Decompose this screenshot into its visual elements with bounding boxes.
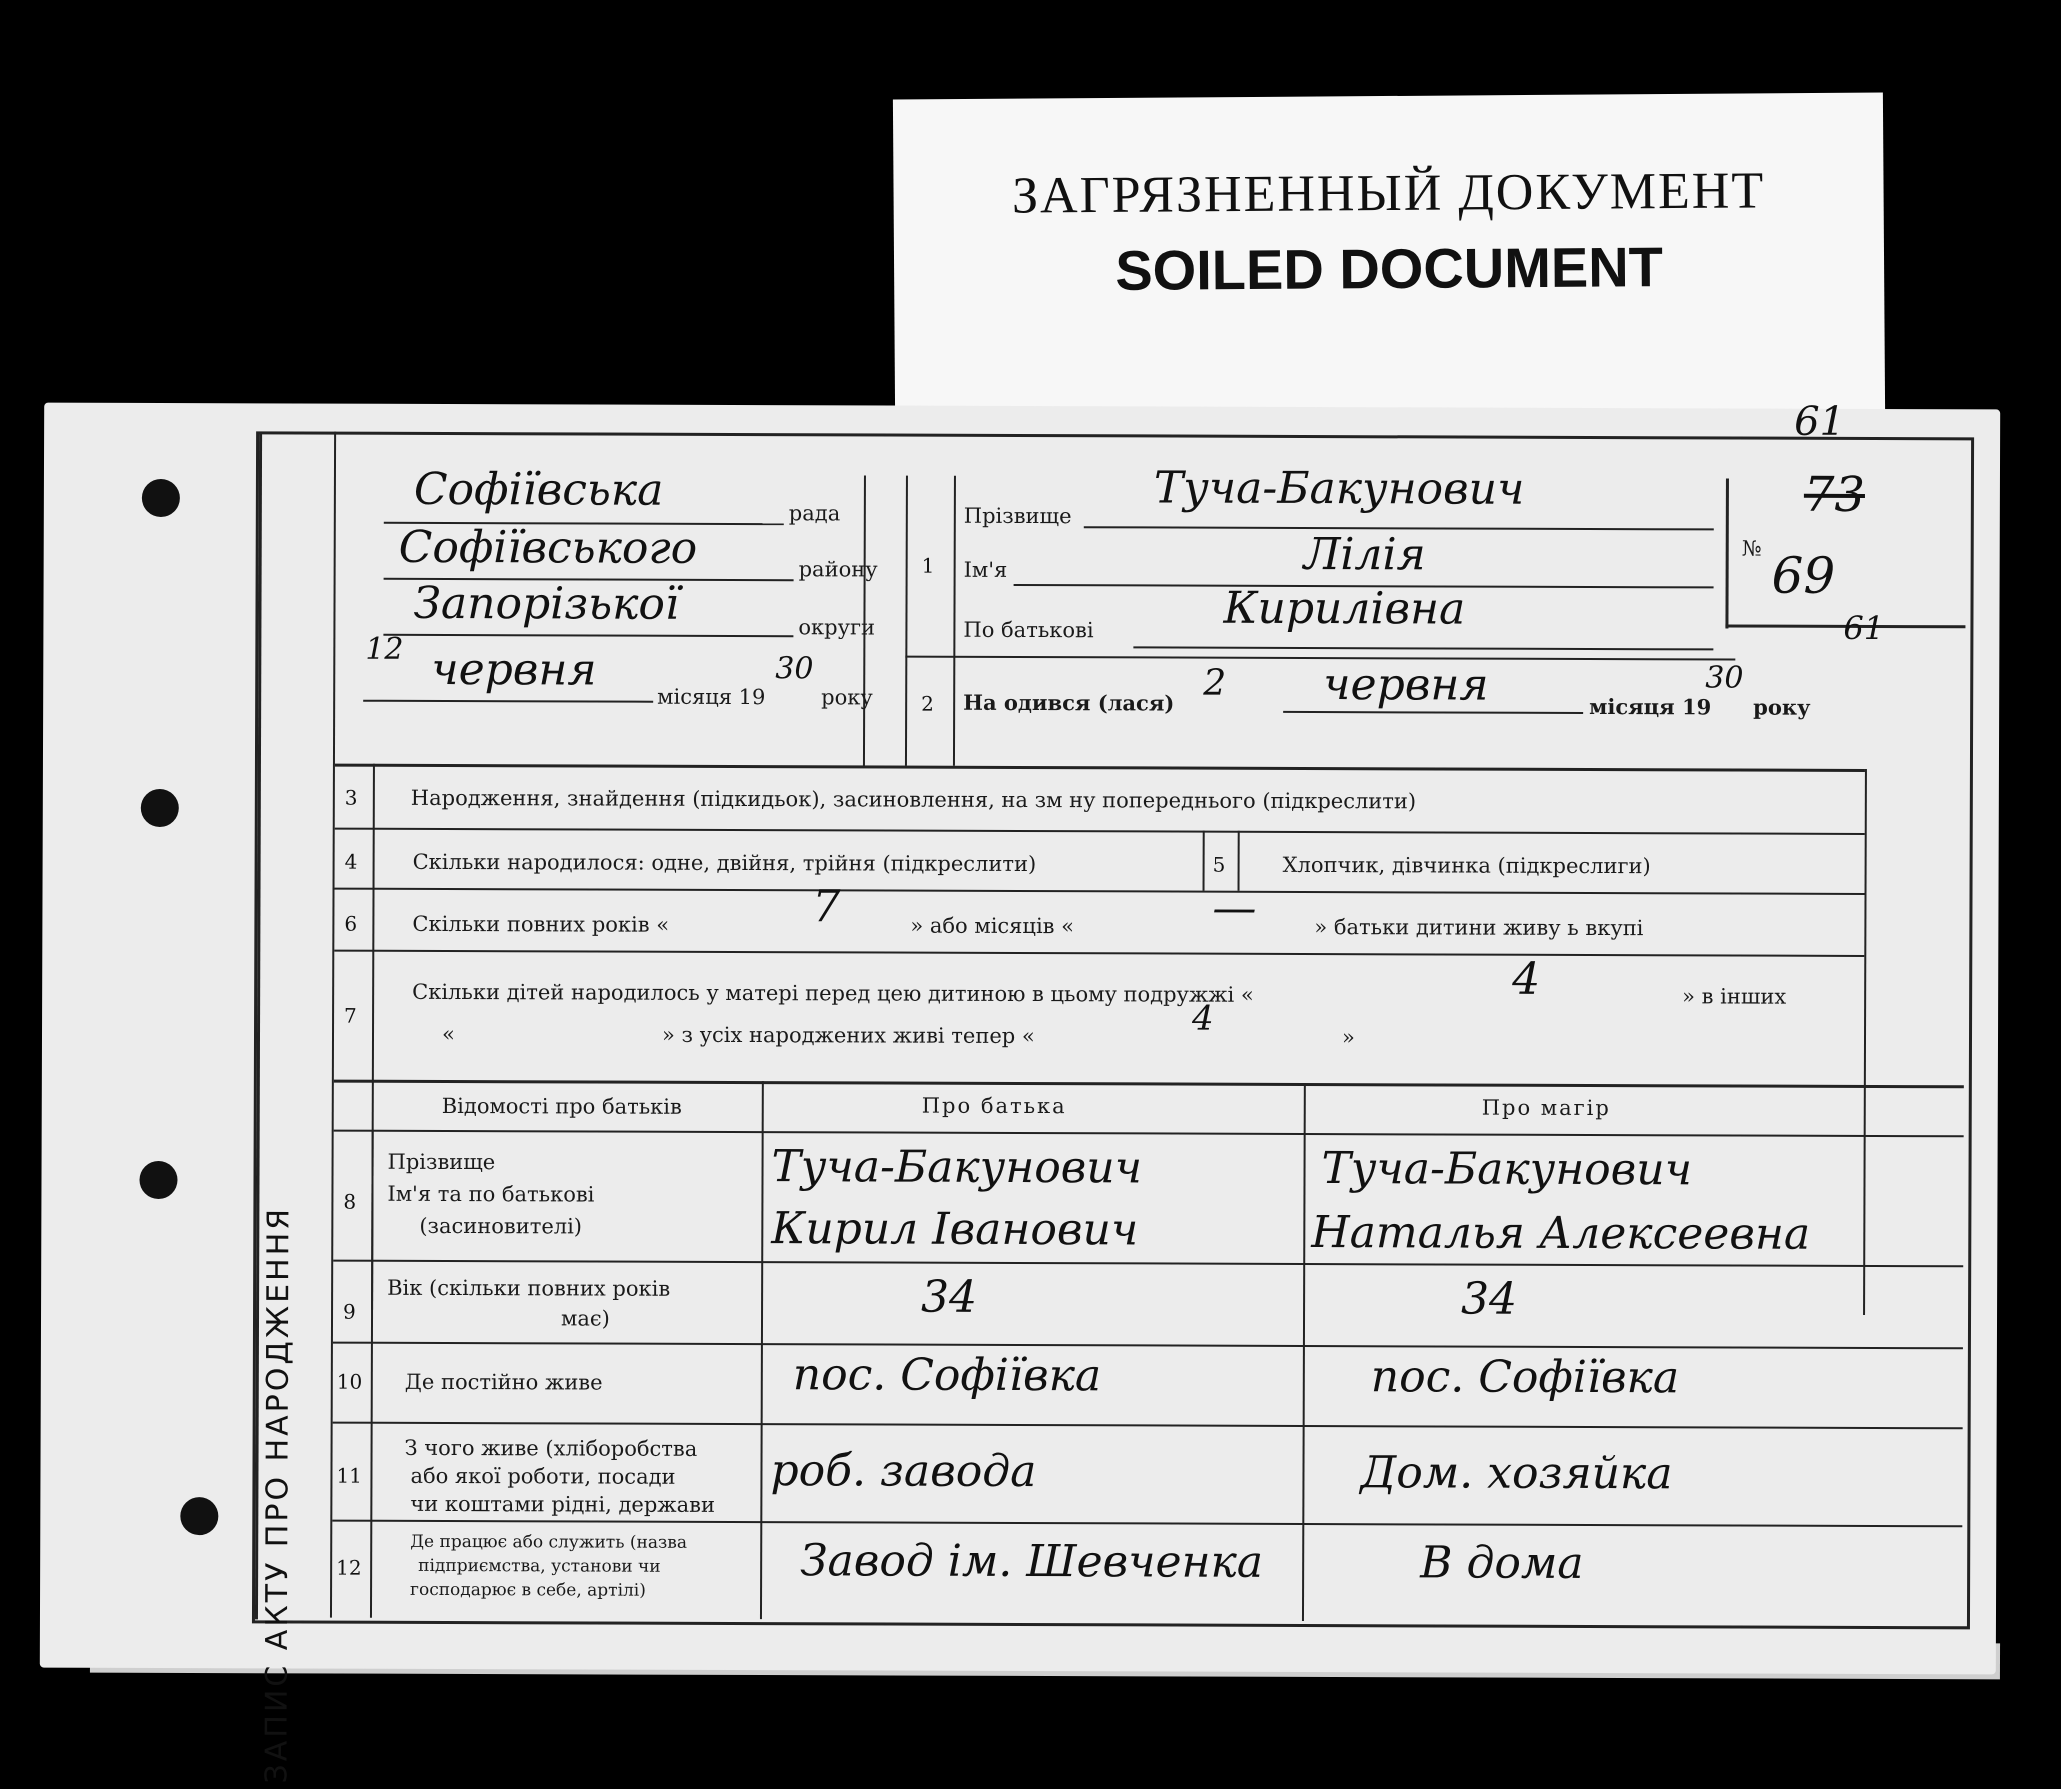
birth-label: На одився (лася) bbox=[963, 689, 1175, 716]
patronymic-label: По батькові bbox=[963, 617, 1094, 643]
record-number-bottom: 61 bbox=[1843, 608, 1885, 648]
row-number-10: 10 bbox=[336, 1369, 363, 1394]
row-number-11: 11 bbox=[336, 1463, 362, 1488]
punch-hole bbox=[142, 479, 180, 517]
row-7-text-a: Скільки дітей народилось у матері перед цею дитиною в цьому подружжі « bbox=[412, 979, 1254, 1007]
rada-handwritten: Софіївська bbox=[413, 463, 664, 516]
okrug-handwritten: Запорізької bbox=[413, 577, 680, 630]
birth-record-card bbox=[40, 398, 2000, 1784]
mother-work: В дома bbox=[1420, 1537, 1584, 1589]
row-number-7: 7 bbox=[344, 1003, 357, 1028]
row-3-text: Народження, знайдення (підкидьок), засиновлення, на зм ну попереднього (підкреслити) bbox=[410, 785, 1417, 814]
row-7-text-e: » bbox=[1341, 1025, 1355, 1050]
mother-income: Дом. хозяйка bbox=[1360, 1447, 1673, 1500]
mother-residence: пос. Софіївка bbox=[1370, 1351, 1680, 1404]
row-12-line-1: Де працює або служить (назва bbox=[410, 1531, 688, 1553]
row-11-line-1: З чого живе (хліборобства bbox=[404, 1435, 698, 1461]
row-5-text: Хлопчик, дівчинка (підкреслиги) bbox=[1282, 852, 1651, 879]
years-together: 7 bbox=[812, 881, 841, 933]
okrug-label: округи bbox=[798, 615, 876, 640]
father-age: 34 bbox=[921, 1271, 978, 1323]
raion-label: району bbox=[798, 557, 878, 582]
mother-name: Наталья Алексеевна bbox=[1311, 1207, 1811, 1260]
children-before: 4 bbox=[1512, 953, 1541, 1005]
row-12-line-3: господарює в себе, артілі) bbox=[410, 1579, 646, 1601]
birth-month: червня bbox=[1323, 659, 1489, 711]
row-8-line-2: Ім'я та по батькові bbox=[387, 1181, 595, 1207]
row-number-3: 3 bbox=[344, 785, 358, 810]
row-10-text: Де постійно живе bbox=[404, 1369, 603, 1395]
birth-day: 2 bbox=[1203, 662, 1227, 704]
child-surname: Туча-Бакунович bbox=[1153, 462, 1525, 515]
surname-label: Прізвище bbox=[963, 503, 1072, 529]
row-9-line-1: Вік (скільки повних років bbox=[387, 1275, 671, 1301]
birth-year-label: року bbox=[1753, 694, 1811, 720]
registration-year-label: року bbox=[821, 685, 873, 710]
mother-surname: Туча-Бакунович bbox=[1321, 1143, 1693, 1196]
father-income: роб. завода bbox=[770, 1445, 1037, 1498]
row-6-together-label: » батьки дитини живу ь вкупі bbox=[1314, 915, 1644, 941]
mother-header: Про магір bbox=[1481, 1095, 1611, 1121]
father-surname: Туча-Бакунович bbox=[771, 1141, 1143, 1194]
registration-year: 30 bbox=[775, 651, 814, 687]
row-number-2: 2 bbox=[921, 691, 934, 716]
row-number-8: 8 bbox=[343, 1189, 357, 1214]
row-7-text-b: » в інших bbox=[1682, 984, 1787, 1009]
row-8-line-3: (засиновителі) bbox=[419, 1213, 583, 1239]
label-english: SOILED DOCUMENT bbox=[1115, 235, 1664, 302]
father-name: Кирил Іванович bbox=[771, 1203, 1139, 1256]
raion-handwritten: Софіївського bbox=[398, 521, 698, 574]
registration-day: 12 bbox=[365, 631, 404, 667]
row-number-5: 5 bbox=[1212, 852, 1226, 877]
registration-month: червня bbox=[431, 643, 597, 696]
soiled-document-label bbox=[893, 93, 1885, 418]
record-number-old: 73 bbox=[1803, 466, 1866, 523]
rada-label: рада bbox=[788, 501, 841, 526]
row-6-months-label: » або місяців « bbox=[910, 913, 1075, 939]
parents-info-header: Відомості про батьків bbox=[441, 1093, 682, 1119]
row-11-line-2: або якої роботи, посади bbox=[410, 1463, 676, 1489]
birth-year: 30 bbox=[1705, 660, 1744, 696]
row-number-4: 4 bbox=[344, 849, 358, 874]
row-8-line-1: Прізвище bbox=[387, 1149, 496, 1175]
row-number-9: 9 bbox=[343, 1299, 356, 1324]
record-number-label: № bbox=[1741, 536, 1762, 561]
father-header: Про батька bbox=[921, 1093, 1067, 1119]
row-number-1: 1 bbox=[921, 553, 935, 578]
birth-month-label: місяця 19 bbox=[1589, 693, 1712, 720]
children-alive: 4 bbox=[1192, 998, 1214, 1039]
row-6-years-label: Скільки повних років « bbox=[412, 911, 670, 937]
father-work: Завод ім. Шевченка bbox=[800, 1535, 1264, 1588]
child-name: Лілія bbox=[1303, 528, 1426, 581]
mother-age: 34 bbox=[1461, 1273, 1518, 1325]
label-russian: ЗАГРЯЗНЕННЫЙ ДОКУМЕНТ bbox=[1011, 162, 1766, 225]
row-11-line-3: чи коштами рідні, держави bbox=[410, 1491, 716, 1517]
registration-month-label: місяця 19 bbox=[657, 684, 766, 710]
row-number-12: 12 bbox=[336, 1555, 362, 1580]
row-7-text-c: « bbox=[441, 1021, 455, 1047]
child-patronymic: Кирилівна bbox=[1223, 582, 1466, 635]
row-4-text: Скільки народилося: одне, двійня, трійня (підкреслити) bbox=[412, 849, 1037, 877]
months-together: — bbox=[1212, 882, 1257, 934]
father-residence: пос. Софіївка bbox=[792, 1349, 1102, 1402]
punch-hole bbox=[139, 1161, 177, 1199]
form-side-title: ЗАПИС АКТУ ПРО НАРОДЖЕННЯ bbox=[259, 1205, 297, 1784]
row-7-text-d: » з усіх народжених живі тепер « bbox=[661, 1022, 1035, 1049]
row-12-line-2: підприємства, установи чи bbox=[418, 1555, 661, 1577]
punch-hole bbox=[180, 1497, 218, 1535]
row-number-6: 6 bbox=[344, 911, 358, 936]
name-label: Ім'я bbox=[963, 557, 1008, 582]
record-number-top: 61 bbox=[1794, 398, 1846, 445]
record-number-new: 69 bbox=[1771, 546, 1836, 605]
punch-hole bbox=[141, 789, 179, 827]
row-9-line-2: має) bbox=[560, 1306, 610, 1331]
